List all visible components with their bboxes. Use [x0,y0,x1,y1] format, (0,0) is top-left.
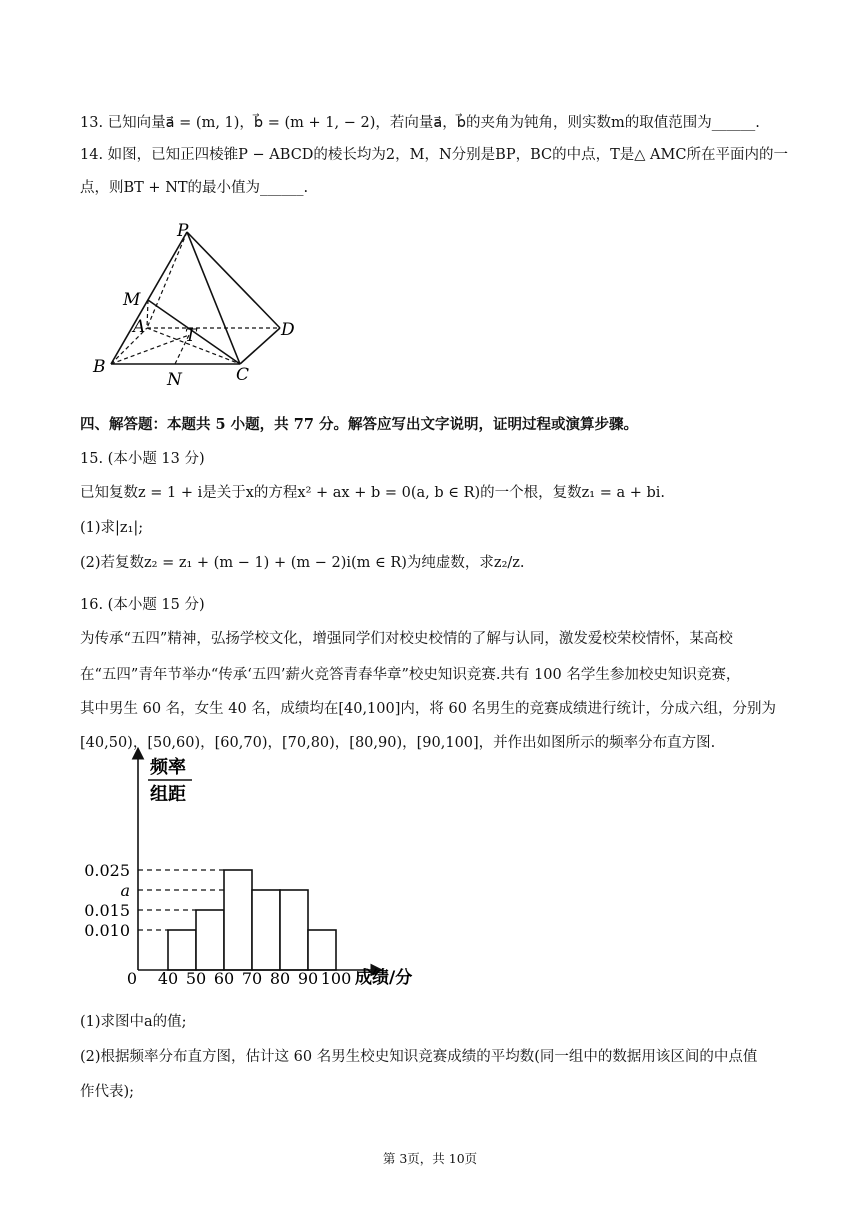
x-axis-label: 成绩/分 [355,968,413,988]
label-A: A [133,317,146,337]
y-tick-label: a [120,881,130,900]
question-14-line1: 14. 如图，已知正四棱锥P − ABCD的棱长均为2，M，N分别是BP，BC的中点，T是△ AMC所在平面内的一 [80,147,788,163]
question-16-part1: (1)求图中a的值; [80,1014,187,1030]
question-16-head: 16. (本小题 15 分) [80,597,205,613]
y-tick-label: 0.025 [84,861,130,880]
q13-body: 已知向量a⃗ = (m, 1)，b⃗ = (m + 1, − 2)，若向量a⃗，b⃗的夹角为钝角，则实数m的取值范围为______. [107,115,760,131]
x-tick-label: 70 [241,969,263,988]
label-C: C [236,365,250,385]
histogram-bar [308,930,336,970]
label-D: D [281,320,295,340]
question-15-stem: 已知复数z = 1 + i是关于x的方程x² + ax + b = 0(a, b ∈ R)的一个根，复数z₁ = a + bi. [80,485,666,501]
q13-text: 13. [80,115,104,131]
page-footer: 第 3页，共 10页 [382,1151,478,1166]
x-tick-label: 100 [320,969,352,988]
section-4-heading: 四、解答题：本题共 5 小题，共 77 分。解答应写出文字说明，证明过程或演算步骤。 [80,416,638,433]
histogram-bar [196,910,224,970]
label-T: T [185,326,197,346]
label-M: M [123,290,141,310]
question-15-head: 15. (本小题 13 分) [80,451,205,467]
pyramid-figure [85,218,310,393]
y-axis-label-top: 频率 [150,757,186,778]
histogram-bar [280,890,308,970]
question-14-line2: 点，则BT + NT的最小值为______. [80,180,309,196]
question-16-stem-3: 其中男生 60 名，女生 40 名，成绩均在[40,100]内，将 60 名男生的竞赛成绩进行统计，分成六组，分别为 [80,701,777,717]
label-P: P [177,221,189,241]
histogram-bar [168,930,196,970]
x-tick-label: 60 [213,969,235,988]
question-16-stem-4: [40,50)，[50,60)，[60,70)，[70,80)，[80,90)，[90,100]，并作出如图所示的频率分布直方图. [80,735,716,751]
label-B: B [93,357,106,377]
frequency-histogram [80,745,440,995]
y-tick-label: 0.015 [84,901,130,920]
x-tick-label: 90 [297,969,319,988]
question-13 [80,113,760,133]
question-16-stem-2: 在“五四”青年节举办“传承‘五四’薪火竞答青春华章”校史知识竞赛.共有 100 名学生参加校史知识竞赛， [80,667,741,683]
y-axis-label-bottom: 组距 [150,784,186,805]
x-tick-label: 0 [126,969,138,988]
question-15-part2: (2)若复数z₂ = z₁ + (m − 1) + (m − 2)i(m ∈ R)为纯虚数，求z₂/z. [80,555,525,571]
histogram-bar [252,890,280,970]
histogram-bar [224,870,252,970]
x-tick-label: 80 [269,969,291,988]
question-16-part2a: (2)根据频率分布直方图，估计这 60 名男生校史知识竞赛成绩的平均数(同一组中的数据用该区间的中点值 [80,1049,758,1065]
question-15-part1: (1)求|z₁|; [80,520,144,536]
y-tick-label: 0.010 [84,921,130,940]
x-tick-label: 50 [185,969,207,988]
x-tick-label: 40 [157,969,179,988]
question-16-part2b: 作代表); [80,1084,135,1100]
question-16-stem-1: 为传承“五四”精神，弘扬学校文化，增强同学们对校史校情的了解与认同，激发爱校荣校情怀，某高校 [80,631,733,647]
label-N: N [167,370,182,390]
